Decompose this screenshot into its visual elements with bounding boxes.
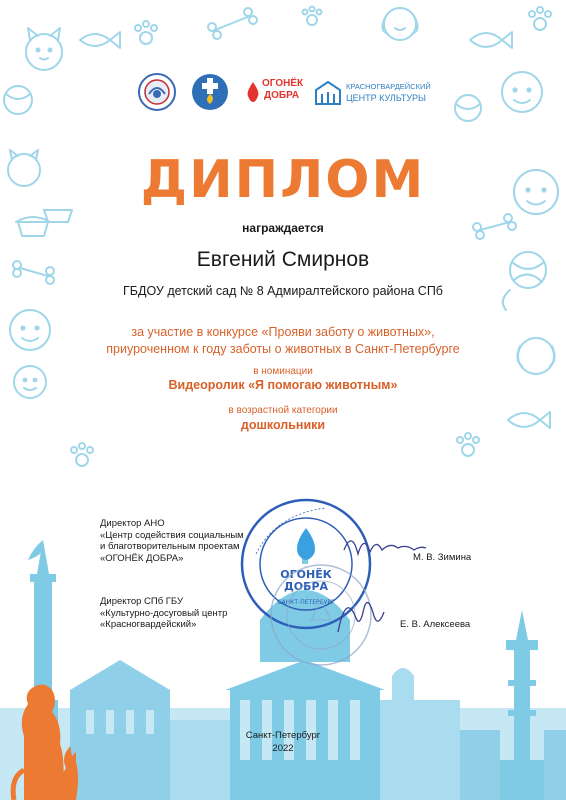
flame-drop-icon — [246, 82, 260, 102]
signature-1-title-line: и благотворительным проектам — [100, 541, 240, 552]
dog-face-icon — [382, 8, 417, 40]
signature-1-title — [100, 518, 244, 564]
partner-logo-1-icon — [137, 72, 177, 112]
nomination-label: в номинации — [253, 366, 313, 377]
signature-1-title-line: «Центр содействия социальным — [100, 529, 244, 541]
year: 2022 — [272, 743, 294, 754]
place: Санкт-Петербург — [245, 730, 321, 741]
recipient-organization: ГБДОУ детский сад № 8 Адмиралтейского района СПб — [123, 284, 443, 298]
ogonek-logo-text-2: ДОБРА — [264, 90, 300, 101]
nomination-title: Видеоролик «Я помогаю животным» — [168, 378, 398, 392]
signature-1-name: М. В. Зимина — [413, 552, 472, 563]
krasnogvardeysky-logo — [314, 76, 444, 112]
paw-icon — [71, 443, 93, 466]
fish-icon — [470, 32, 512, 48]
ogonek-dobra-logo — [246, 74, 306, 114]
cat-face-icon — [26, 28, 62, 70]
handwritten-signature-1 — [340, 520, 430, 570]
handwritten-signature-2 — [330, 588, 390, 640]
building-icon — [314, 80, 342, 106]
signature-1-title-line: Директор АНО — [100, 518, 165, 529]
awarded-label: награждается — [242, 221, 324, 235]
krasno-logo-text-2: ЦЕНТР КУЛЬТУРЫ — [346, 93, 427, 103]
partner-logo-2-icon — [190, 72, 230, 112]
stamp-center-line-1: ОГОНЁК — [280, 568, 332, 581]
participation-line-1: за участие в конкурсе «Прояви заботу о животных», — [131, 325, 435, 339]
age-category-label: в возрастной категории — [228, 405, 338, 416]
stamp-city: САНКТ-ПЕТЕРБУРГ — [277, 599, 335, 606]
stamp-center-line-2: ДОБРА — [283, 580, 329, 593]
paw-icon — [303, 7, 322, 26]
signature-2-title — [100, 596, 227, 631]
fish-icon — [80, 32, 120, 48]
recipient-name: Евгений Смирнов — [196, 248, 370, 271]
signature-2-name: Е. В. Алексеева — [400, 619, 471, 630]
signature-2-title-line: Директор СПб ГБУ — [100, 596, 183, 607]
age-category: дошкольники — [240, 418, 326, 432]
participation-line-2: приуроченном к году заботы о животных в Санкт-Петербурге — [106, 342, 460, 356]
diploma-title: ДИПЛОМ — [140, 150, 426, 210]
signature-2-title-line: «Красногвардейский» — [100, 619, 197, 630]
paw-icon — [135, 21, 157, 44]
signature-2-title-line: «Культурно-досуговый центр — [100, 607, 228, 619]
ogonek-logo-text-1: ОГОНЁК — [262, 78, 304, 89]
bone-icon — [208, 8, 257, 39]
krasno-logo-text-1: КРАСНОГВАРДЕЙСКИЙ — [346, 82, 431, 91]
partner-logos — [0, 72, 566, 118]
paw-icon — [529, 7, 551, 30]
signature-1-title-line: «ОГОНЁК ДОБРА» — [100, 552, 184, 564]
paw-icon — [457, 433, 479, 456]
